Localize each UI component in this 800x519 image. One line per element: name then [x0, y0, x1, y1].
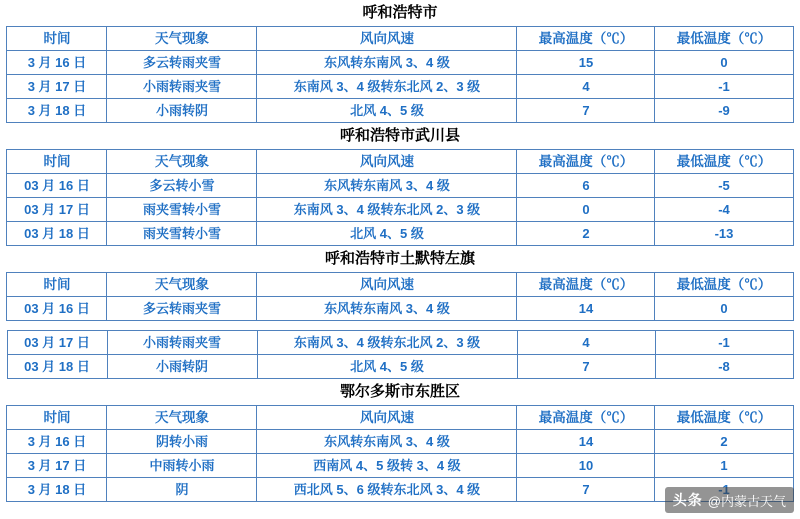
- forecast-table-dongsheng: [6, 379, 793, 502]
- cell-wind: 东南风 3、4 级转东北风 2、3 级: [257, 331, 517, 355]
- cell-low-temp: -4: [655, 198, 793, 222]
- table-header-row: [7, 273, 793, 297]
- section-title-row: [7, 123, 793, 150]
- cell-wind: 东风转东南风 3、4 级: [257, 51, 517, 75]
- cell-weather: 多云转雨夹雪: [107, 297, 257, 321]
- column-header-time: 时间: [7, 27, 107, 51]
- cell-low-temp: -1: [655, 75, 793, 99]
- cell-time: 03 月 17 日: [7, 331, 107, 355]
- column-header-time: 时间: [7, 150, 107, 174]
- cell-low-temp: -13: [655, 222, 793, 246]
- column-header-low-temp: 最低温度（℃）: [655, 406, 793, 430]
- cell-weather: 多云转雨夹雪: [107, 51, 257, 75]
- cell-time: 03 月 18 日: [7, 222, 107, 246]
- column-header-wind: 风向风速: [257, 406, 517, 430]
- cell-high-temp: 7: [517, 355, 655, 379]
- cell-wind: 北风 4、5 级: [257, 222, 517, 246]
- column-header-high-temp: 最高温度（℃）: [517, 27, 655, 51]
- cell-wind: 西南风 4、5 级转 3、4 级: [257, 454, 517, 478]
- cell-high-temp: 4: [517, 331, 655, 355]
- cell-high-temp: 4: [517, 75, 655, 99]
- cell-time: 3 月 18 日: [7, 478, 107, 502]
- cell-time: 3 月 16 日: [7, 51, 107, 75]
- cell-wind: 东南风 3、4 级转东北风 2、3 级: [257, 75, 517, 99]
- cell-time: 03 月 16 日: [7, 174, 107, 198]
- cell-weather: 小雨转雨夹雪: [107, 75, 257, 99]
- cell-weather: 阴: [107, 478, 257, 502]
- column-header-wind: 风向风速: [257, 273, 517, 297]
- section-title: 呼和浩特市: [7, 0, 793, 27]
- watermark-account: @内蒙古天气: [707, 493, 786, 509]
- cell-weather: 小雨转阴: [107, 355, 257, 379]
- column-header-low-temp: 最低温度（℃）: [655, 27, 793, 51]
- forecast-table-tumedzuoqi-top: [6, 246, 793, 321]
- section-gap: [0, 321, 800, 330]
- cell-weather: 雨夹雪转小雪: [107, 198, 257, 222]
- cell-low-temp: 2: [655, 430, 793, 454]
- table-row: [7, 99, 793, 123]
- cell-weather: 小雨转雨夹雪: [107, 331, 257, 355]
- section-title: 呼和浩特市武川县: [7, 123, 793, 150]
- section-title-row: [7, 0, 793, 27]
- cell-low-temp: 0: [655, 51, 793, 75]
- cell-weather: 阴转小雨: [107, 430, 257, 454]
- section-title-row: [7, 246, 793, 273]
- cell-high-temp: 0: [517, 198, 655, 222]
- table-header-row: [7, 27, 793, 51]
- cell-high-temp: 10: [517, 454, 655, 478]
- cell-high-temp: 15: [517, 51, 655, 75]
- forecast-table-hohhot: [6, 0, 793, 123]
- cell-wind: 东风转东南风 3、4 级: [257, 174, 517, 198]
- cell-time: 3 月 17 日: [7, 75, 107, 99]
- column-header-weather: 天气现象: [107, 150, 257, 174]
- cell-low-temp: -8: [655, 355, 793, 379]
- table-row: [7, 222, 793, 246]
- table-row: [7, 430, 793, 454]
- cell-low-temp: -9: [655, 99, 793, 123]
- cell-time: 3 月 17 日: [7, 454, 107, 478]
- cell-high-temp: 7: [517, 99, 655, 123]
- section-title-row: [7, 379, 793, 406]
- watermark: [665, 487, 794, 513]
- column-header-wind: 风向风速: [257, 150, 517, 174]
- column-header-weather: 天气现象: [107, 27, 257, 51]
- table-row: [7, 75, 793, 99]
- section-title: 鄂尔多斯市东胜区: [7, 379, 793, 406]
- cell-wind: 北风 4、5 级: [257, 355, 517, 379]
- table-header-row: [7, 150, 793, 174]
- cell-weather: 小雨转阴: [107, 99, 257, 123]
- cell-weather: 中雨转小雨: [107, 454, 257, 478]
- cell-high-temp: 2: [517, 222, 655, 246]
- cell-time: 3 月 18 日: [7, 99, 107, 123]
- table-row: [7, 454, 793, 478]
- table-row: [7, 174, 793, 198]
- cell-low-temp: -5: [655, 174, 793, 198]
- table-header-row: [7, 406, 793, 430]
- column-header-weather: 天气现象: [107, 406, 257, 430]
- table-row: [7, 198, 793, 222]
- cell-high-temp: 14: [517, 297, 655, 321]
- cell-wind: 东风转东南风 3、4 级: [257, 430, 517, 454]
- column-header-high-temp: 最高温度（℃）: [517, 406, 655, 430]
- table-row: [7, 51, 793, 75]
- column-header-high-temp: 最高温度（℃）: [517, 273, 655, 297]
- column-header-weather: 天气现象: [107, 273, 257, 297]
- cell-wind: 东风转东南风 3、4 级: [257, 297, 517, 321]
- cell-wind: 东南风 3、4 级转东北风 2、3 级: [257, 198, 517, 222]
- column-header-high-temp: 最高温度（℃）: [517, 150, 655, 174]
- forecast-table-wuchuan: [6, 123, 793, 246]
- cell-time: 03 月 16 日: [7, 297, 107, 321]
- table-row: [7, 297, 793, 321]
- column-header-wind: 风向风速: [257, 27, 517, 51]
- cell-wind: 西北风 5、6 级转东北风 3、4 级: [257, 478, 517, 502]
- cell-time: 03 月 18 日: [7, 355, 107, 379]
- cell-weather: 多云转小雪: [107, 174, 257, 198]
- cell-weather: 雨夹雪转小雪: [107, 222, 257, 246]
- column-header-low-temp: 最低温度（℃）: [655, 150, 793, 174]
- column-header-time: 时间: [7, 406, 107, 430]
- forecast-table-tumedzuoqi-bottom: [7, 330, 794, 379]
- cell-low-temp: 1: [655, 454, 793, 478]
- watermark-platform: 头条: [672, 492, 703, 508]
- column-header-time: 时间: [7, 273, 107, 297]
- table-row: [7, 331, 793, 355]
- cell-wind: 北风 4、5 级: [257, 99, 517, 123]
- cell-high-temp: 6: [517, 174, 655, 198]
- column-header-low-temp: 最低温度（℃）: [655, 273, 793, 297]
- cell-low-temp: 0: [655, 297, 793, 321]
- cell-high-temp: 7: [517, 478, 655, 502]
- section-title: 呼和浩特市土默特左旗: [7, 246, 793, 273]
- cell-time: 03 月 17 日: [7, 198, 107, 222]
- cell-high-temp: 14: [517, 430, 655, 454]
- cell-low-temp: -1: [655, 331, 793, 355]
- cell-time: 3 月 16 日: [7, 430, 107, 454]
- table-row: [7, 355, 793, 379]
